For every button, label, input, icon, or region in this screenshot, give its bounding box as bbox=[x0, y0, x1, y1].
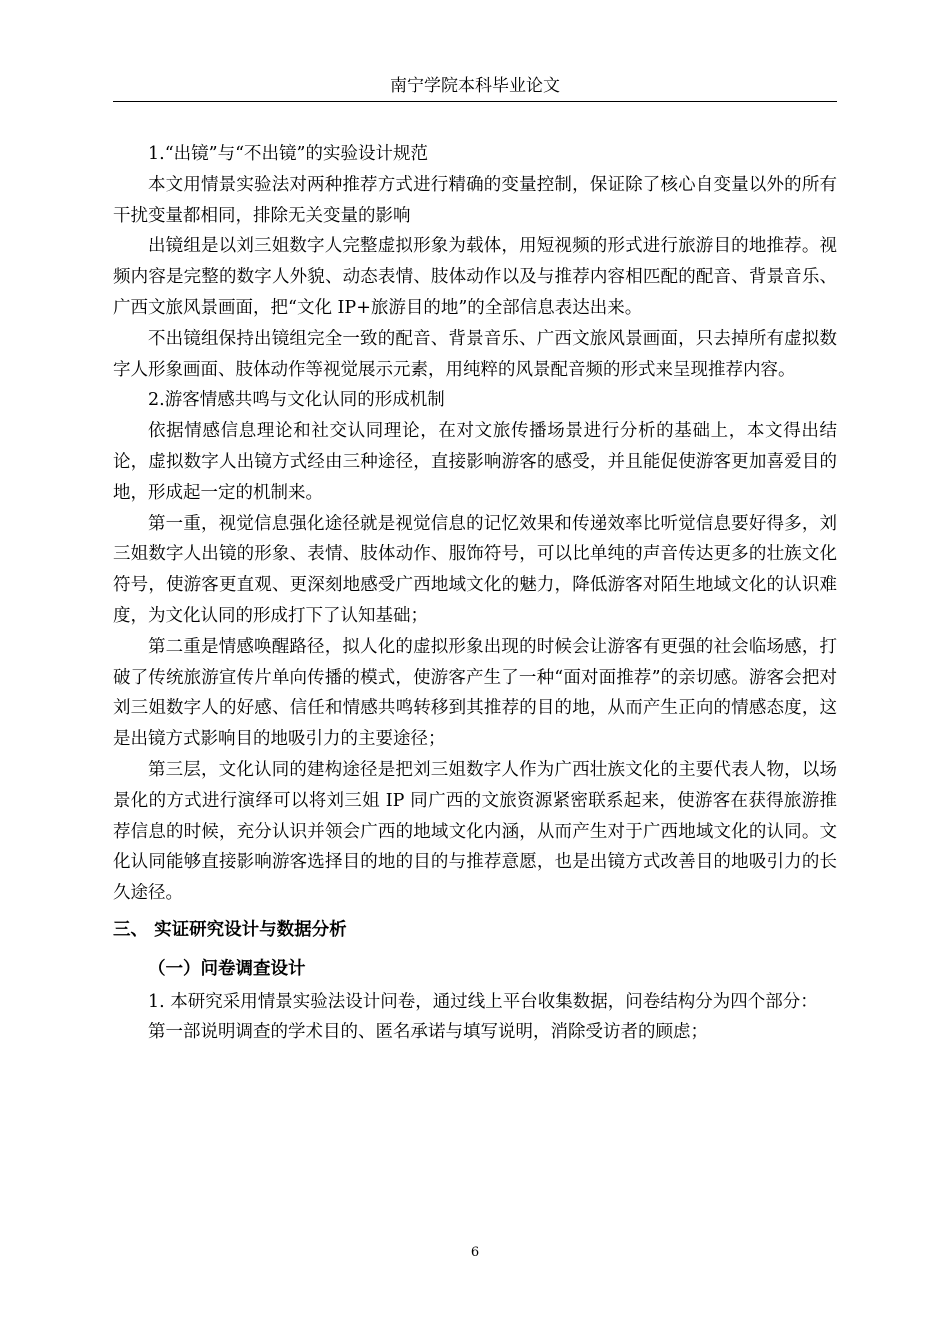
paragraph: 第三层，文化认同的建构途径是把刘三姐数字人作为广西壮族文化的主要代表人物，以场景化的方式进行演绎可以将刘三姐 IP 同广西的文旅资源紧密联系起来，使游客在获得旅游推荐信息的时候，充分认识并领会广西的地域文化内涵，从而产生对于广西地域文化的认同。文化认同能够直接影响游客选择目的地的目的与推荐意愿，也是出镜方式改善目的地吸引力的长久途径。 bbox=[113, 759, 837, 904]
paragraph: 第一重，视觉信息强化途径就是视觉信息的记忆效果和传递效率比听觉信息要好得多，刘三姐数字人出镜的形象、表情、肢体动作、服饰符号，可以比单纯的声音传达更多的壮族文化符号，使游客更直观、更深刻地感受广西地域文化的魅力，降低游客对陌生地域文化的认识难度，为文化认同的形成打下了认知基础； bbox=[113, 513, 837, 626]
paragraph: 出镜组是以刘三姐数字人完整虚拟形象为载体，用短视频的形式进行旅游目的地推荐。视频内容是完整的数字人外貌、动态表情、肢体动作以及与推荐内容相匹配的配音、背景音乐、广西文旅风景画面，把“文化 IP+旅游目的地”的全部信息表达出来。 bbox=[113, 236, 837, 318]
paragraph: 1. 本研究采用情景实验法设计问卷，通过线上平台收集数据，问卷结构分为四个部分： bbox=[148, 991, 818, 1012]
page-header: 南宁学院本科毕业论文 bbox=[390, 76, 560, 96]
document-body bbox=[113, 139, 837, 1048]
subheading-formation-mechanism: 2.游客情感共鸣与文化认同的形成机制 bbox=[148, 390, 445, 411]
paragraph: 不出镜组保持出镜组完全一致的配音、背景音乐、广西文旅风景画面，只去掉所有虚拟数字人形象画面、肢体动作等视觉展示元素，用纯粹的风景配音频的形式来呈现推荐内容。 bbox=[113, 328, 837, 380]
paragraph: 第一部说明调查的学术目的、匿名承诺与填写说明，消除受访者的顾虑； bbox=[148, 1022, 708, 1043]
header-divider bbox=[113, 101, 837, 102]
section-heading: 三、 实证研究设计与数据分析 bbox=[113, 919, 347, 940]
page-number: 6 bbox=[470, 1245, 480, 1260]
subsection-heading: （一）问卷调查设计 bbox=[148, 958, 306, 979]
paragraph: 依据情感信息理论和社交认同理论，在对文旅传播场景进行分析的基础上，本文得出结论，虚拟数字人出镜方式经由三种途径，直接影响游客的感受，并且能促使游客更加喜爱目的地，形成起一定的机制来。 bbox=[113, 421, 837, 503]
subheading-experiment-design: 1.“出镜”与“不出镜”的实验设计规范 bbox=[148, 144, 428, 164]
paragraph: 第二重是情感唤醒路径，拟人化的虚拟形象出现的时候会让游客有更强的社会临场感，打破了传统旅游宣传片单向传播的模式，使游客产生了一种“面对面推荐”的亲切感。游客会把对刘三姐数字人的好感、信任和情感共鸣转移到其推荐的目的地，从而产生正向的情感态度，这是出镜方式影响目的地吸引力的主要途径； bbox=[113, 636, 837, 750]
paragraph: 本文用情景实验法对两种推荐方式进行精确的变量控制，保证除了核心自变量以外的所有干扰变量都相同，排除无关变量的影响 bbox=[113, 174, 837, 226]
